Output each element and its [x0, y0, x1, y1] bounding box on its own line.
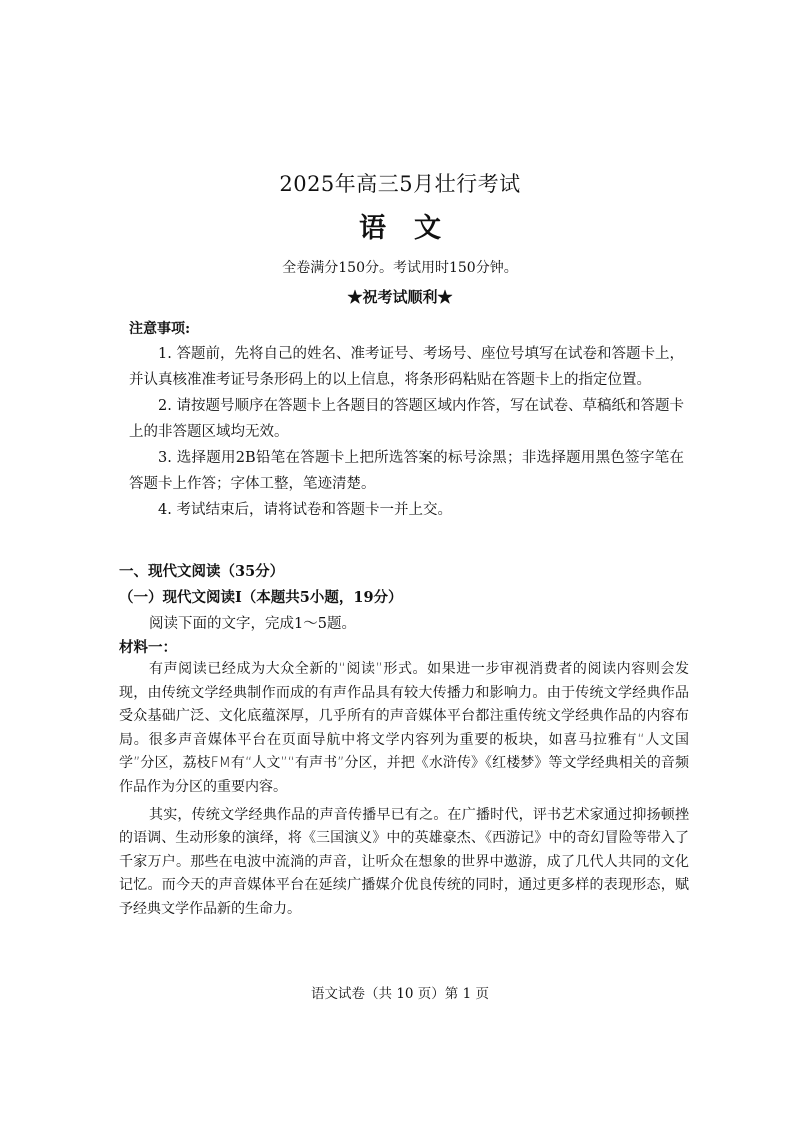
note-item: 1. 答题前，先将自己的姓名、准考证号、考场号、座位号填写在试卷和答题卡上，并认真核准准考证号条形码上的以上信息，将条形码粘贴在答题卡上的指定位置。	[129, 346, 684, 388]
score-info: 全卷满分150分。考试用时150分钟。	[282, 260, 518, 276]
note-item: 4. 考试结束后，请将试卷和答题卡一并上交。	[158, 502, 452, 518]
sub-section-heading: （一）现代文阅读Ⅰ（本题共5小题，19分）	[119, 589, 403, 606]
blessing-line: ★祝考试顺利★	[347, 288, 453, 306]
notes-heading: 注意事项:	[129, 321, 191, 337]
notes-list	[129, 341, 684, 523]
material-label: 材料一：	[119, 639, 177, 656]
material-text	[119, 658, 689, 922]
note-item: 3. 选择题用2B铅笔在答题卡上把所选答案的标号涂黑；非选择题用黑色签字笔在答题卡上作答；字体工整，笔迹清楚。	[129, 450, 684, 492]
exam-title: 2025年高三5月壮行考试	[279, 172, 521, 196]
reading-instruction: 阅读下面的文字，完成1～5题。	[149, 616, 356, 632]
material-paragraph: 有声阅读已经成为大众全新的“阅读”形式。如果进一步审视消费者的阅读内容则会发现，由传统文学经典制作而成的有声作品具有较大传播力和影响力。由于传统文学经典作品受众基础广泛、文化底蕴深厚，几乎所有的声音媒体平台都注重传统文学经典作品的内容布局。很多声音媒体平台在页面导航中将文学内容列为重要的板块，如喜马拉雅有“人文国学”分区，荔枝FM有“人文”“有声书”分区，并把《水浒传》《红楼梦》等文学经典相关的音频作品作为分区的重要内容。	[119, 661, 689, 795]
material-paragraph: 其实，传统文学经典作品的声音传播早已有之。在广播时代，评书艺术家通过抑扬顿挫的语调、生动形象的演绎，将《三国演义》中的英雄豪杰、《西游记》中的奇幻冒险等带入了千家万户。那些在电波中流淌的声音，让听众在想象的世界中遨游，成了几代人共同的文化记忆。而今天的声音媒体平台在延续广播媒介优良传统的同时，通过更多样的表现形态，赋予经典文学作品新的生命力。	[119, 806, 689, 917]
page-footer: 语文试卷（共 10 页）第 1 页	[311, 986, 489, 1002]
section-heading: 一、现代文阅读（35分）	[119, 563, 285, 580]
note-item: 2. 请按题号顺序在答题卡上各题目的答题区域内作答，写在试卷、草稿纸和答题卡上的非答题区域均无效。	[129, 398, 684, 440]
subject-title: 语文	[359, 213, 469, 244]
